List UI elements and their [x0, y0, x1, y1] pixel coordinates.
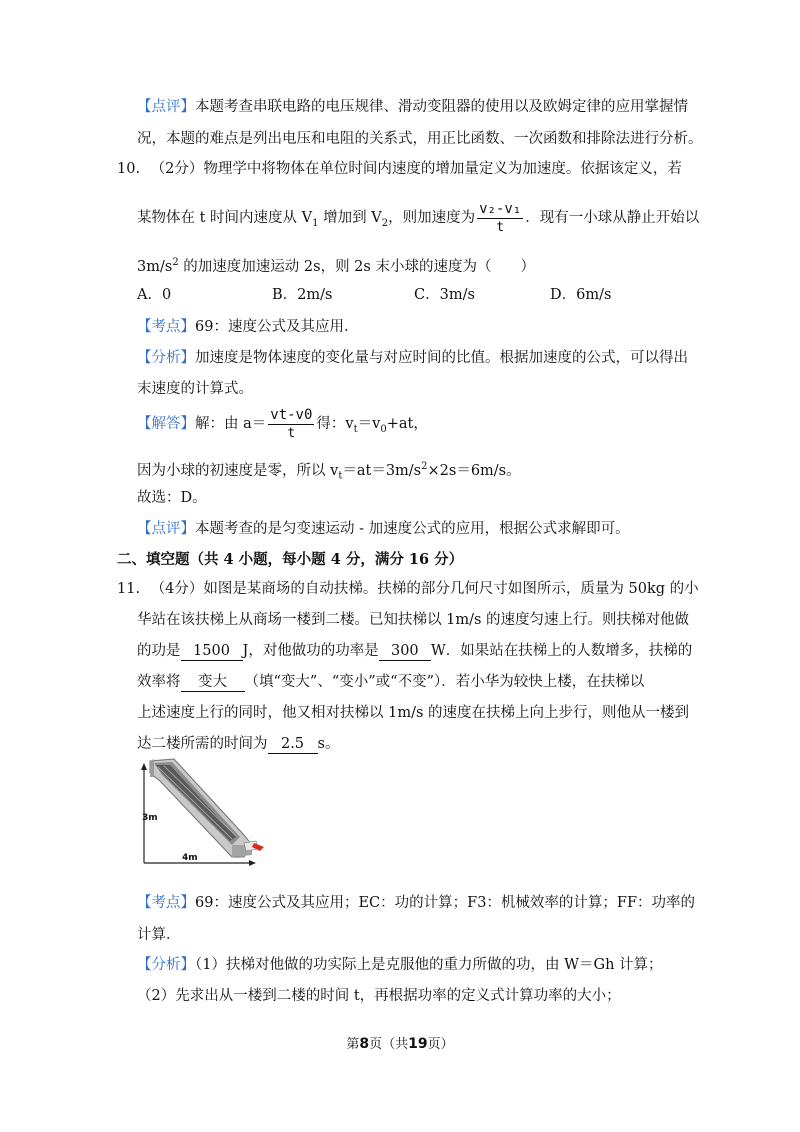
q10-stem-2a: 某物体在 t 时间内速度从 V — [137, 210, 313, 226]
jieda-text-b: 得：v — [316, 416, 354, 432]
q10-number: 10. — [117, 161, 141, 177]
q11-fenxi-text-2: （2）先求出从一楼到二楼的时间 t，再根据功率的定义式计算功率的大小； — [137, 988, 621, 1004]
answer-work: 1500 — [181, 643, 243, 661]
answer-time: 2.5 — [268, 736, 318, 754]
q10-kaodian — [137, 317, 358, 337]
q11-line-1 — [117, 579, 699, 599]
answer-power: 300 — [379, 643, 431, 661]
q11-line-3 — [137, 641, 692, 661]
footer-middle: 页（共 — [369, 1037, 409, 1052]
q10-fraction — [477, 201, 523, 236]
footer-prefix: 第 — [346, 1037, 360, 1052]
q11-line-4 — [137, 672, 644, 692]
answer-efficiency: 变大 — [181, 674, 245, 692]
fenxi-tag: 【分析】 — [137, 350, 195, 366]
q10-sub-1: 1 — [312, 217, 319, 229]
q10-sub-2: 2 — [381, 217, 389, 229]
q11-kaodian-tag: 【考点】 — [137, 895, 195, 911]
q10-line-2 — [137, 200, 699, 242]
review-line-2 — [137, 129, 703, 149]
jieda-fraction — [268, 407, 314, 442]
fenxi-text-1: 加速度是物体速度的变化量与对应时间的比值。根据加速度的公式，可以得出 — [195, 350, 688, 366]
jieda-line2-sub: t — [338, 470, 343, 482]
dianping-text: 本题考查的是匀变速运动 - 加速度公式的应用，根据公式求解即可。 — [195, 521, 630, 537]
height-label: 3m — [142, 813, 158, 823]
q10-fenxi-1 — [137, 348, 688, 368]
escalator-figure — [140, 757, 270, 869]
jieda-fraction-denominator: t — [287, 425, 296, 441]
q11-kaodian-text-1: 69：速度公式及其应用；EC：功的计算；F3：机械效率的计算；FF：功率的 — [195, 895, 696, 911]
q10-fraction-numerator: v₂-v₁ — [479, 200, 522, 217]
q10-sup: 2 — [172, 257, 179, 268]
jieda-tag: 【解答】 — [137, 416, 195, 432]
q10-fraction-denominator: t — [496, 219, 505, 235]
q11-text-2: 华站在该扶梯上从商场一楼到二楼。已知扶梯以 1m/s 的速度匀速上行。则扶梯对他做 — [137, 612, 690, 628]
review-line-1 — [137, 97, 688, 117]
q11-fenxi-tag: 【分析】 — [137, 957, 195, 973]
q11-text-3b: J，对他做功的功率是 — [242, 643, 379, 659]
kaodian-tag: 【考点】 — [137, 319, 195, 335]
q11-line-5 — [137, 703, 689, 723]
q10-stem-2b: 增加到 V — [318, 210, 382, 226]
jieda-text-a: 解：由 a＝ — [195, 416, 267, 432]
q11-text-4b: （填“变大”、“变小”或“不变”）．若小华为较快上楼，在扶梯以 — [244, 674, 645, 690]
option-a: A．0 — [137, 287, 172, 303]
q11-text-3a: 的功是 — [137, 643, 181, 659]
q11-fenxi-text-1: （1）扶梯对他做的功实际上是克服他的重力所做的功，由 W＝Gh 计算； — [195, 957, 663, 973]
review-tag: 【点评】 — [137, 99, 195, 115]
jieda-fraction-numerator: vt-v0 — [270, 406, 313, 423]
q10-stem-1: （2分）物理学中将物体在单位时间内速度的增加量定义为加速度。依据该定义，若 — [150, 161, 682, 177]
choose-text: 故选：D。 — [137, 490, 207, 506]
q11-text-6b: s。 — [317, 736, 340, 752]
section-heading — [117, 550, 463, 570]
jieda-line2-b: ＝at＝3m/s — [342, 462, 422, 479]
jieda-line2-c: ×2s＝6m/s。 — [427, 462, 521, 479]
jieda-sub-0: 0 — [380, 423, 387, 435]
q10-dianping — [137, 519, 630, 539]
option-d: D．6m/s — [550, 287, 612, 303]
footer-suffix: 页） — [427, 1037, 454, 1052]
q11-text-5: 上述速度上行的同时，他又相对扶梯以 1m/s 的速度在扶梯上向上步行，则他从一楼到 — [137, 705, 690, 721]
jieda-text-c: ＝v — [357, 416, 381, 432]
jieda-line2-a: 因为小球的初速度是零，所以 v — [137, 462, 339, 479]
q10-line-1 — [117, 159, 682, 179]
q10-stem-3a: 3m/s — [137, 258, 173, 275]
q11-text-1: （4分）如图是某商场的自动扶梯。扶梯的部分几何尺寸如图所示，质量为 50kg 的小 — [150, 581, 699, 597]
q10-jieda-2 — [137, 457, 521, 487]
option-c: C．3m/s — [414, 287, 475, 303]
total-pages: 19 — [408, 1036, 428, 1052]
review-text-1: 本题考查串联电路的电压规律、滑动变阻器的使用以及欧姆定律的应用掌握情 — [195, 99, 688, 115]
q10-stem-3b: 的加速度加速运动 2s，则 2s 末小球的速度为（ ） — [178, 258, 535, 275]
fenxi-text-2: 末速度的计算式。 — [137, 381, 253, 397]
width-label: 4m — [182, 853, 198, 863]
escalator-illustration — [140, 757, 270, 869]
kaodian-text: 69：速度公式及其应用． — [195, 319, 359, 335]
q11-kaodian-1 — [137, 893, 695, 913]
q11-kaodian-2 — [137, 925, 181, 945]
q11-text-3c: W．如果站在扶梯上的人数增多，扶梯的 — [430, 643, 693, 659]
q10-choose — [137, 488, 207, 508]
q10-stem-2c: ，则加速度为 — [388, 210, 476, 226]
q11-text-4a: 效率将 — [137, 674, 181, 690]
q10-stem-2d: ．现有一小球从静止开始以 — [525, 210, 700, 226]
page-footer — [0, 1033, 800, 1052]
review-text-2: 况，本题的难点是列出电压和电阻的关系式，用正比函数、一次函数和排除法进行分析。 — [137, 131, 703, 147]
q10-fenxi-2 — [137, 379, 253, 399]
q11-line-2 — [137, 610, 689, 630]
q11-kaodian-text-2: 计算． — [137, 927, 181, 943]
q10-jieda — [137, 406, 428, 448]
option-b: B．2m/s — [272, 287, 333, 303]
page-number: 8 — [359, 1036, 370, 1052]
section-title: 二、填空题（共 4 小题，每小题 4 分，满分 16 分） — [117, 551, 464, 568]
jieda-sub-t: t — [353, 423, 358, 435]
q11-fenxi-1 — [137, 955, 663, 975]
jieda-line2-sup: 2 — [421, 461, 428, 472]
q10-line-3 — [137, 253, 535, 277]
q11-fenxi-2 — [137, 986, 621, 1006]
jieda-text-d: +at， — [386, 416, 428, 432]
q11-text-6a: 达二楼所需的时间为 — [137, 736, 268, 752]
q11-number: 11. — [117, 581, 141, 597]
dianping-tag: 【点评】 — [137, 521, 195, 537]
q11-line-6 — [137, 734, 339, 754]
